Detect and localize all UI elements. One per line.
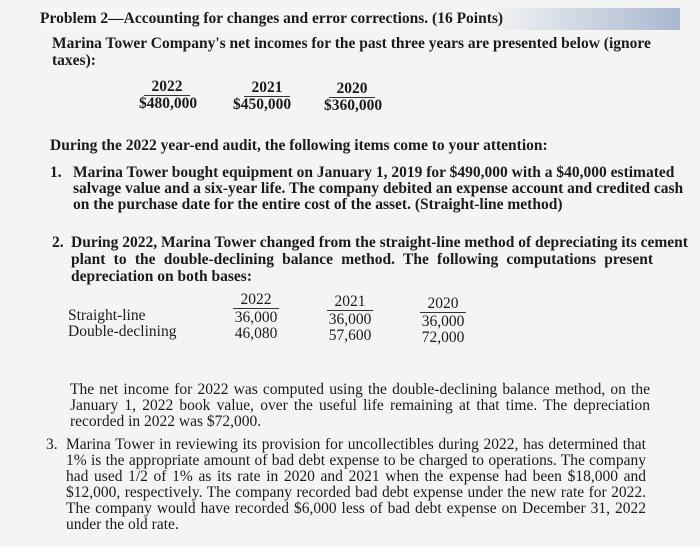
dep-value: 36,000 (328, 311, 372, 328)
dep-row-label: Straight-line (68, 307, 146, 324)
item-2-line: plant to the double-declining balance method. The following computations present (71, 251, 653, 268)
dep-value: 36,000 (421, 313, 465, 330)
item-3-line: had used 1/2 of 1% as its rate in 2020 and 2021 when the expense had been $18,000 and (66, 468, 646, 485)
income-amount: $360,000 (323, 97, 383, 114)
dep-value: 46,080 (234, 325, 278, 342)
income-amount: $480,000 (138, 95, 198, 112)
item-1-line: on the purchase date for the entire cost of the asset. (Straight-line method) (73, 196, 563, 213)
intro-line-2: taxes): (52, 52, 96, 69)
item-3-line: 1% is the appropriate amount of bad debt expense to be charged to operations. The company (66, 452, 646, 469)
item-1-line: Marina Tower bought equipment on January 1, 2019 for $490,000 with a $40,000 estimated (73, 164, 675, 181)
income-amount: $450,000 (232, 96, 292, 113)
dep-year: 2020 (420, 295, 466, 313)
item-3-line: The company would have recorded $6,000 less of bad debt expense on December 31, 2022 (66, 500, 646, 517)
income-year: 2020 (329, 80, 375, 98)
item-2-line: During 2022, Marina Tower changed from the straight-line method of depreciating its cement (71, 234, 688, 251)
item-1-number: 1. (50, 164, 62, 181)
intro-line-1: Marina Tower Company's net incomes for the past three years are presented below (ignore (52, 35, 651, 52)
item-3-line: Marina Tower in reviewing its provision for uncollectibles during 2022, has determined that (66, 436, 646, 453)
item-2-line: depreciation on both bases: (71, 268, 252, 285)
item-1-line: salvage value and a six-year life. The company debited an expense account and credited cash (73, 180, 684, 197)
problem-title: Problem 2—Accounting for changes and error corrections. (16 Points) (40, 8, 680, 30)
item-2-note-line: The net income for 2022 was computed using the double-declining balance method, on the (70, 381, 650, 398)
item-3-number: 3. (46, 436, 58, 453)
dep-value: 36,000 (234, 309, 278, 326)
item-3-line: $12,000, respectively. The company recorded bad debt expense under the new rate for 2022. (66, 484, 646, 501)
income-year: 2022 (144, 78, 190, 96)
dep-year: 2021 (327, 293, 373, 311)
dep-year: 2022 (233, 291, 279, 309)
income-year: 2021 (244, 79, 290, 97)
item-3-line: under the old rate. (66, 516, 179, 533)
item-2-note-line: recorded in 2022 was $72,000. (70, 413, 262, 430)
dep-row-label: Double-declining (68, 323, 177, 340)
dep-value: 57,600 (328, 327, 372, 344)
item-2-note-line: January 1, 2022 book value, over the useful life remaining at that time. The depreciation (70, 397, 650, 414)
dep-value: 72,000 (421, 329, 465, 346)
item-2-number: 2. (52, 234, 64, 251)
audit-intro: During the 2022 year-end audit, the following items come to your attention: (50, 137, 548, 154)
